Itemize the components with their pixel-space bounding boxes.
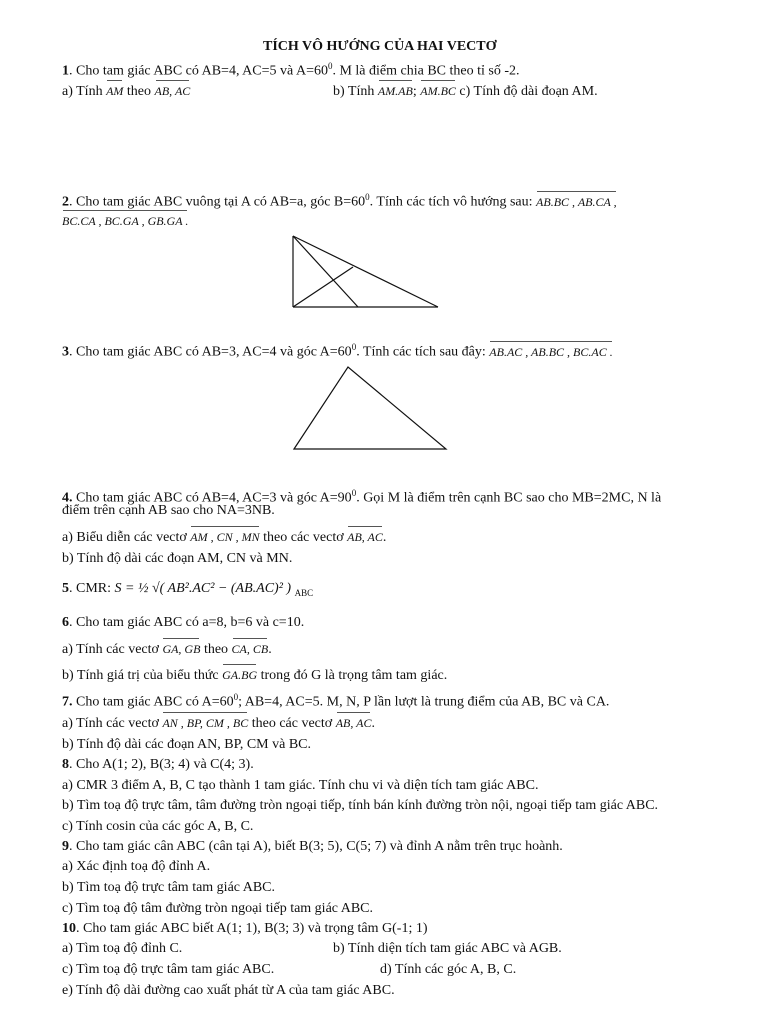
problem-9b: b) Tìm toạ độ trực tâm tam giác ABC. <box>62 880 276 895</box>
problem-6-statement: 6. Cho tam giác ABC có a=8, b=6 và c=10. <box>62 615 305 630</box>
vector-am-bc: AM.BC <box>420 80 456 100</box>
problem-1-statement: 1. Cho tam giác ABC có AB=4, AC=5 và $A=60^0$. M là điểm chia BC theo tỉ số -2. <box>62 61 520 79</box>
problem-8b: b) Tìm toạ độ trực tâm, tâm đường tròn ngoại tiếp, tính bán kính đường tròn nội, ngoại tiếp tam giác ABC. <box>62 798 659 813</box>
problem-5: 5. CMR: S = ½ √( AB².AC² − (AB.AC)² ) $_{ABC}$ <box>62 581 314 598</box>
problem-1b: b) Tính AM.AB; AM.BC c) Tính độ dài đoạn AM. <box>333 80 598 101</box>
problem-2-vectors: BC.CA , BC.GA , GB.GA . <box>62 210 188 231</box>
problem-6b: b) Tính giá trị của biểu thức GA.BG trong đó G là trọng tâm tam giác. <box>62 664 447 685</box>
problem-4b: b) Tính độ dài các đoạn AM, CN và MN. <box>62 551 293 566</box>
problem-9-statement: 9. Cho tam giác cân ABC (cân tại A), biết B(3; 5), C(5; 7) và đỉnh A nằm trên trục hoành. <box>62 839 563 854</box>
problem-10-statement: 10. Cho tam giác ABC biết A(1; 1), B(3; 3) và trọng tâm G(-1; 1) <box>62 921 428 936</box>
problem-4a: a) Biểu diễn các vectơ AM , CN , MN theo các vectơ AB, AC. <box>62 526 386 547</box>
problem-10a: a) Tìm toạ độ đỉnh C. <box>62 941 183 956</box>
vector-am: AM <box>106 80 123 100</box>
problem-9a: a) Xác định toạ độ đỉnh A. <box>62 859 211 874</box>
problem-4-statement: 4. Cho tam giác ABC có AB=4, AC=3 và góc $A=90^0$. Gọi M là điểm trên cạnh BC sao cho MB=2MC, N là <box>62 488 662 506</box>
vector-ab-ac: AB, AC <box>155 80 191 100</box>
problem-2-statement: 2. Cho tam giác ABC vuông tại A có AB=a, góc $B=60^0$. Tính các tích vô hướng sau: AB.BC , AB.CA , <box>62 192 617 210</box>
right-triangle-figure <box>288 232 448 312</box>
problem-7a: a) Tính các vectơ AN , BP, CM , BC theo các vectơ AB, AC. <box>62 712 375 733</box>
problem-10d: d) Tính các góc A, B, C. <box>380 962 517 977</box>
formula: S = ½ √( AB².AC² − (AB.AC)² ) <box>114 581 292 596</box>
problem-10c: c) Tìm toạ độ trực tâm tam giác ABC. <box>62 962 275 977</box>
problem-4-statement-cont: điểm trên cạnh AB sao cho NA=3NB. <box>62 503 275 518</box>
problem-8a: a) CMR 3 điểm A, B, C tạo thành 1 tam giác. Tính chu vi và diện tích tam giác ABC. <box>62 778 539 793</box>
problem-8c: c) Tính cosin của các góc A, B, C. <box>62 819 254 834</box>
page-title: TÍCH VÔ HƯỚNG CỦA HAI VECTƠ <box>263 39 497 54</box>
problem-7b: b) Tính độ dài các đoạn AN, BP, CM và BC. <box>62 737 312 752</box>
triangle-figure <box>288 362 453 454</box>
problem-7-statement: 7. Cho tam giác ABC có $A=60^0$; AB=4, AC=5. M, N, P lần lượt là trung điểm của AB, BC và CA. <box>62 692 610 710</box>
problem-10e: e) Tính độ dài đường cao xuất phát từ A của tam giác ABC. <box>62 983 395 998</box>
problem-3-statement: 3. Cho tam giác ABC có AB=3, AC=4 và góc $A=60^0$. Tính các tích sau đây: AB.AC , AB.BC , BC.AC . <box>62 342 613 360</box>
problem-1a: a) Tính AM theo AB, AC <box>62 80 190 101</box>
problem-10b: b) Tính diện tích tam giác ABC và AGB. <box>333 941 562 956</box>
problem-6a: a) Tính các vectơ GA, GB theo CA, CB. <box>62 638 272 659</box>
problem-8-statement: 8. Cho A(1; 2), B(3; 4) và C(4; 3). <box>62 757 254 772</box>
problem-9c: c) Tìm toạ độ tâm đường tròn ngoại tiếp tam giác ABC. <box>62 901 374 916</box>
vector-am-ab: AM.AB <box>378 80 413 100</box>
